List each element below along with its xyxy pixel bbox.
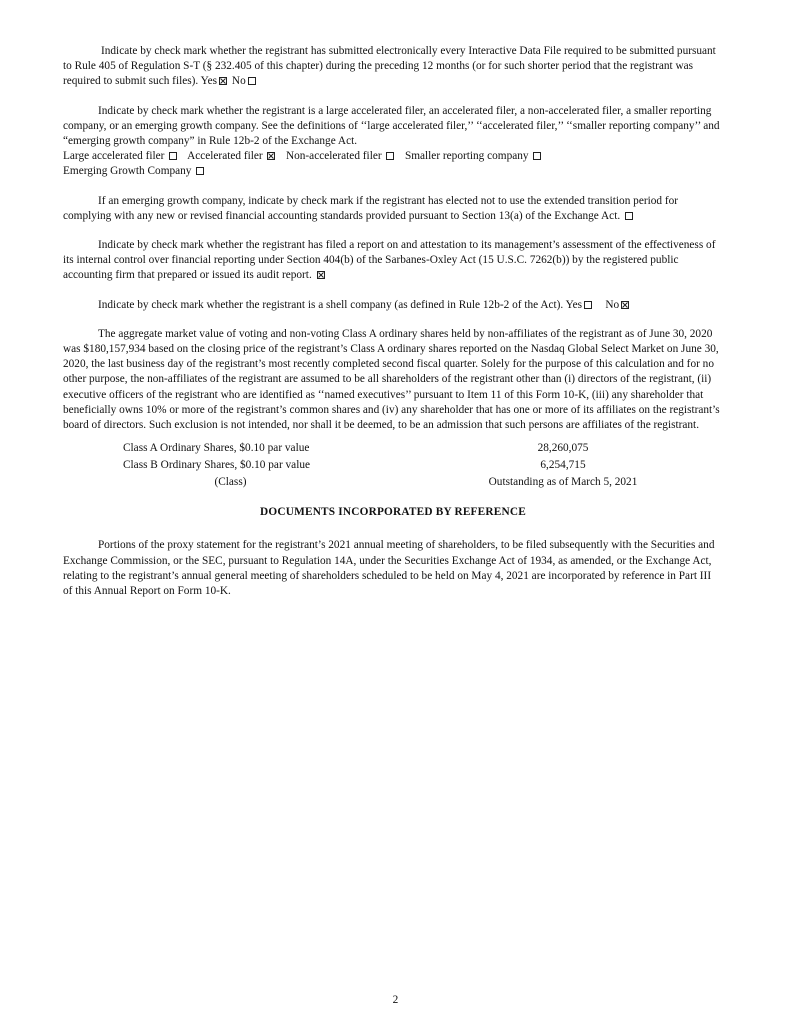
emerging-growth-paragraph (63, 194, 723, 224)
large-accelerated-label: Large accelerated filer (63, 150, 165, 163)
emerging-growth-company-label: Emerging Growth Company (63, 165, 192, 178)
filer-status-paragraph (63, 104, 723, 150)
market-value-paragraph (63, 327, 723, 433)
empty-box-icon (584, 301, 592, 309)
table-header-row (63, 475, 723, 491)
internal-control-paragraph (63, 238, 723, 284)
checked-box-icon (621, 301, 629, 309)
no-label: No (605, 298, 620, 311)
empty-box-icon (386, 152, 394, 160)
shell-company-text: Indicate by check mark whether the registrant is a shell company (as defined in Rule 12b-2 of the Act). (98, 298, 564, 311)
interactive-data-text: Indicate by check mark whether the registrant has submitted electronically every Interactive Data File required to be submitted pursuant to Rule 405 of Regulation S-T (§ 232.405 of this chapter) during the preceding 12 months (or for such shorter period that the registrant was required to submit such files). (63, 45, 716, 88)
accelerated-label: Accelerated filer (187, 150, 263, 163)
shell-company-paragraph (63, 298, 723, 313)
page-number: 2 (392, 994, 399, 1006)
filer-options-line (63, 149, 723, 164)
outstanding-column-header: Outstanding as of March 5, 2021 (488, 476, 638, 489)
smaller-reporting-label: Smaller reporting company (404, 150, 529, 163)
market-value-text: The aggregate market value of voting and non-voting Class A ordinary shares held by non-affiliates of the registrant as of June 30, 2020 was $180,157,934 based on the closing price of the registrant’s Class A ordinary shares reported on the Nasdaq Global Select Market on June 30, 2020, the last business day of the registrant’s most recently completed second fiscal quarter. Solely for the purpose of this calculation and for no other purpose, the non-affiliates of the registrant are assumed to be all shareholders of the registrant other than (i) directors of the registrant, (ii) executive officers of the registrant who are identified as ‘‘named executives’’ pursuant to Item 11 of this Form 10-K, (iii) any shareholder that beneficially owns 10% or more of the registrant’s common shares and (iv) any shareholder that has one or more of its affiliates on the registrant’s board of directors. Such exclusion is not intended, nor shall it be deemed, to be an admission that such persons are affiliates of the registrant. (63, 327, 720, 432)
shares-outstanding: 28,260,075 (537, 442, 589, 455)
non-accelerated-label: Non-accelerated filer (285, 150, 382, 163)
class-column-header: (Class) (214, 476, 247, 489)
interactive-data-paragraph (63, 44, 723, 90)
empty-box-icon (248, 77, 256, 85)
document-page (63, 44, 723, 613)
section-heading: DOCUMENTS INCORPORATED BY REFERENCE (260, 506, 526, 519)
share-class: Class A Ordinary Shares, $0.10 par value (123, 442, 310, 455)
empty-box-icon (533, 152, 541, 160)
share-class: Class B Ordinary Shares, $0.10 par value (123, 459, 310, 472)
empty-box-icon (196, 167, 204, 175)
checked-box-icon (267, 152, 275, 160)
table-row (63, 458, 723, 474)
internal-control-text: Indicate by check mark whether the registrant has filed a report on and attestation to its management’s assessment of the effectiveness of its internal control over financial reporting under Section 404(b) of the Sarbanes-Oxley Act (15 U.S.C. 7262(b)) by the registered public accounting firm that prepared or issued its audit report. (63, 239, 716, 282)
shares-outstanding-table (63, 441, 723, 493)
filer-status-text: Indicate by check mark whether the registrant is a large accelerated filer, an accelerated filer, a non-accelerated filer, a smaller reporting company, or an emerging growth company. See the definitions of ‘‘large accelerated filer,’’ ‘‘accelerated filer,’’ ‘‘smaller reporting company’’ and “emerging growth company” in Rule 12b-2 of the Exchange Act. (63, 104, 720, 148)
table-row (63, 441, 723, 457)
checked-box-icon (219, 77, 227, 85)
checked-box-icon (317, 271, 325, 279)
emerging-growth-line (63, 164, 723, 179)
proxy-paragraph (63, 538, 723, 599)
yes-label: Yes (200, 75, 218, 88)
proxy-text: Portions of the proxy statement for the registrant’s 2021 annual meeting of shareholders, to be filed subsequently with the Securities and Exchange Commission, or the SEC, pursuant to Regulation 14A, under the Securities Exchange Act of 1934, as amended, or the Exchange Act, relating to the registrant’s annual general meeting of shareholders scheduled to be held on May 4, 2021 are incorporated by reference in Part III of this Annual Report on Form 10-K. (63, 539, 715, 598)
empty-box-icon (625, 212, 633, 220)
empty-box-icon (169, 152, 177, 160)
emerging-growth-text: If an emerging growth company, indicate by check mark if the registrant has elected not to use the extended transition period for complying with any new or revised financial accounting standards provided pursuant to Section 13(a) of the Exchange Act. (63, 194, 679, 222)
yes-label: Yes (565, 298, 583, 311)
no-label: No (231, 75, 246, 88)
shares-outstanding: 6,254,715 (540, 459, 586, 472)
